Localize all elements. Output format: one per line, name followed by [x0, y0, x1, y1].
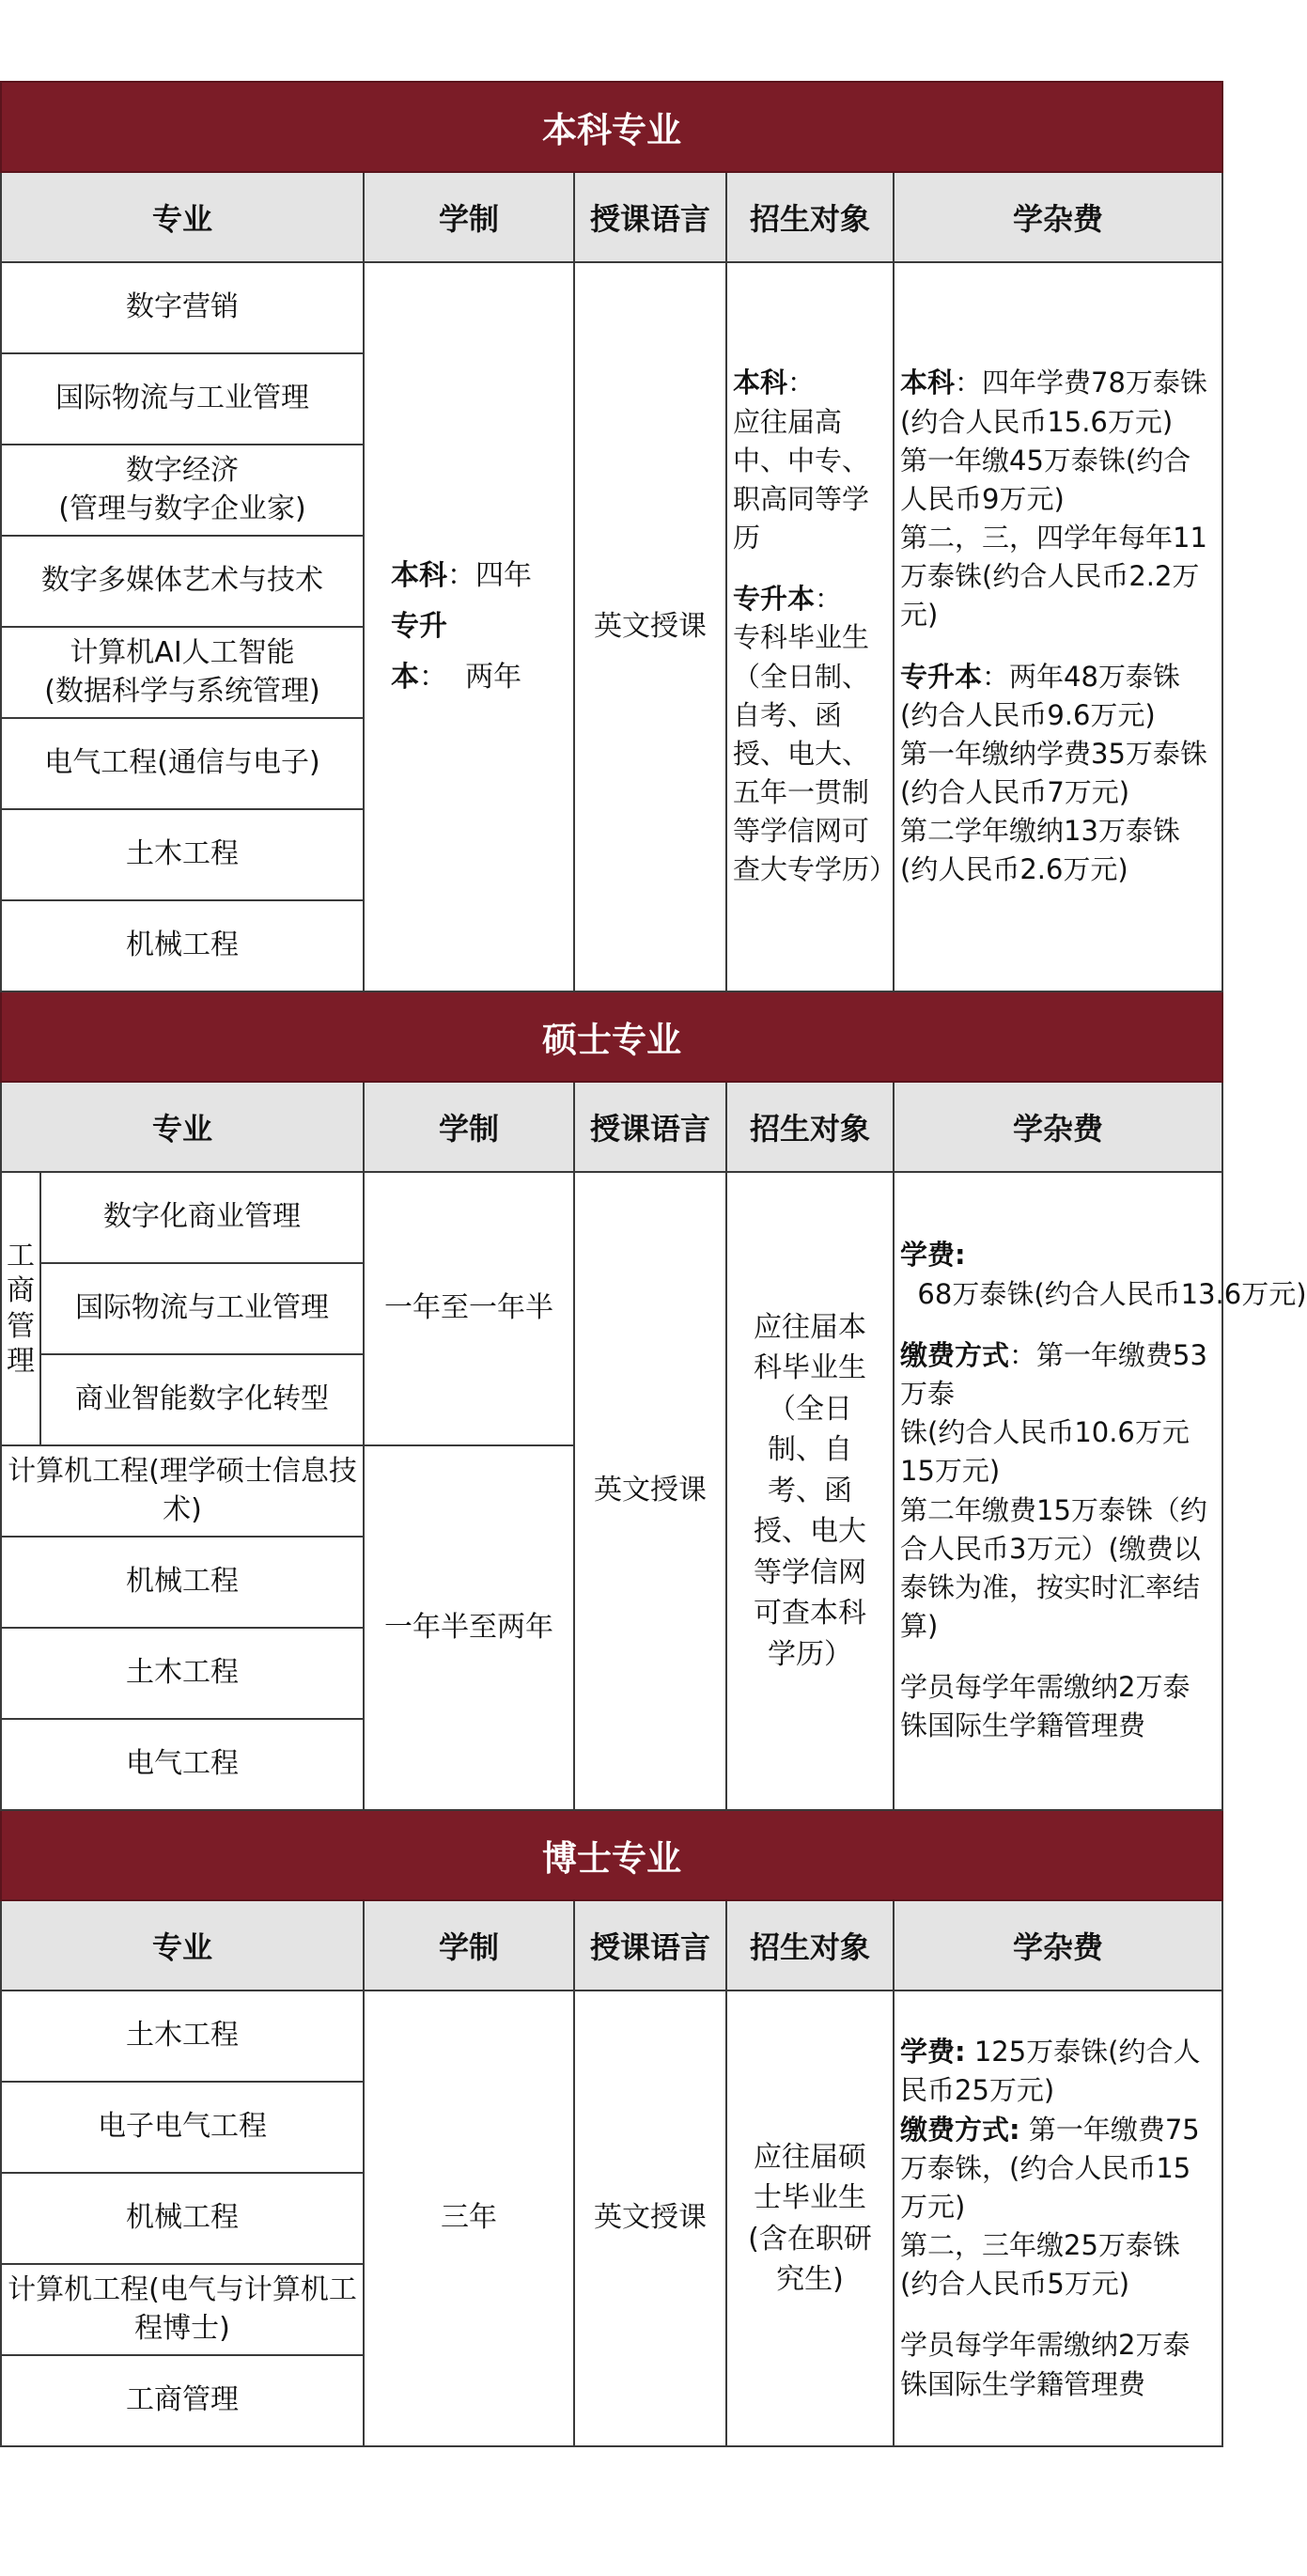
header-duration: 学制: [364, 1900, 574, 1991]
header-fee: 学杂费: [894, 1900, 1222, 1991]
bachelor-major: 电气工程(通信与电子): [1, 718, 364, 809]
bachelor-major: 数字经济 (管理与数字企业家): [1, 445, 364, 536]
bachelor-target: 本科： 应往届高中、中专、职高同等学历 专升本： 专科毕业生（全日制、自考、函授、电大、五年一贯制等学信网可查大专学历）: [726, 262, 894, 991]
doctor-major: 工商管理: [1, 2355, 364, 2446]
master-group-major: 数字化商业管理: [40, 1172, 364, 1263]
header-duration: 学制: [364, 172, 574, 262]
header-target: 招生对象: [726, 172, 894, 262]
header-major: 专业: [1, 172, 364, 262]
header-major: 专业: [1, 1082, 364, 1172]
doctor-major: 电子电气工程: [1, 2082, 364, 2173]
header-language: 授课语言: [574, 172, 726, 262]
bachelor-major: 土木工程: [1, 809, 364, 900]
master-duration-2: 一年半至两年: [364, 1445, 574, 1810]
master-group-label: 工 商 管 理: [1, 1172, 40, 1445]
doctor-major: 计算机工程(电气与计算机工程博士): [1, 2264, 364, 2355]
bachelor-fee: 本科：四年学费78万泰铢(约合人民币15.6万元) 第一年缴45万泰铢(约合人民币9万元) 第二，三，四学年每年11万泰铢(约合人民币2.2万元) 专升本：两年48万泰铢(约合人民币9.6万元) 第一年缴纳学费35万泰铢(约合人民币7万元) 第二学年缴纳13万泰铢(约人民币2.6万元): [894, 262, 1222, 991]
bachelor-major: 机械工程: [1, 900, 364, 991]
master-duration-1: 一年至一年半: [364, 1172, 574, 1445]
master-major: 机械工程: [1, 1537, 364, 1628]
bachelor-language: 英文授课: [574, 262, 726, 991]
header-major: 专业: [1, 1900, 364, 1991]
header-target: 招生对象: [726, 1900, 894, 1991]
bachelor-duration: 本科：四年 专升本： 两年: [364, 262, 574, 991]
master-language: 英文授课: [574, 1172, 726, 1810]
doctor-major: 土木工程: [1, 1991, 364, 2082]
doctor-language: 英文授课: [574, 1991, 726, 2446]
doctor-duration: 三年: [364, 1991, 574, 2446]
header-duration: 学制: [364, 1082, 574, 1172]
header-language: 授课语言: [574, 1082, 726, 1172]
doctor-section-title: 博士专业: [1, 1810, 1222, 1900]
doctor-target: 应往届硕士毕业生 (含在职研究生): [726, 1991, 894, 2446]
bachelor-section-title: 本科专业: [1, 82, 1222, 172]
bachelor-major: 数字营销: [1, 262, 364, 353]
bachelor-major: 数字多媒体艺术与技术: [1, 536, 364, 627]
doctor-major: 机械工程: [1, 2173, 364, 2264]
master-major: 电气工程: [1, 1719, 364, 1810]
master-major: 土木工程: [1, 1628, 364, 1719]
master-major: 计算机工程(理学硕士信息技术): [1, 1445, 364, 1537]
program-table: [0, 81, 1307, 2447]
header-fee: 学杂费: [894, 172, 1222, 262]
header-language: 授课语言: [574, 1900, 726, 1991]
doctor-fee: 学费: 125万泰铢(约合人民币25万元) 缴费方式: 第一年缴费75万泰铢，(约合人民币15万元) 第二，三年缴25万泰铢(约合人民币5万元) 学员每学年需缴纳2万泰铢国际生学籍管理费: [894, 1991, 1222, 2446]
bachelor-major: 国际物流与工业管理: [1, 353, 364, 445]
header-target: 招生对象: [726, 1082, 894, 1172]
master-section-title: 硕士专业: [1, 991, 1222, 1082]
master-fee: 学费: 68万泰铢(约合人民币13.6万元) 缴费方式：第一年缴费53万泰 铢(约合人民币10.6万元15万元) 第二年缴费15万泰铢（约合人民币3万元）(缴费以泰铢为准，按实时汇率结算) 学员每学年需缴纳2万泰铢国际生学籍管理费: [894, 1172, 1222, 1810]
master-group-major: 国际物流与工业管理: [40, 1263, 364, 1354]
bachelor-major: 计算机AI人工智能 (数据科学与系统管理): [1, 627, 364, 718]
header-fee: 学杂费: [894, 1082, 1222, 1172]
master-target: 应往届本科毕业生（全日制、自考、函授、电大等学信网可查本科学历）: [726, 1172, 894, 1810]
master-group-major: 商业智能数字化转型: [40, 1354, 364, 1445]
